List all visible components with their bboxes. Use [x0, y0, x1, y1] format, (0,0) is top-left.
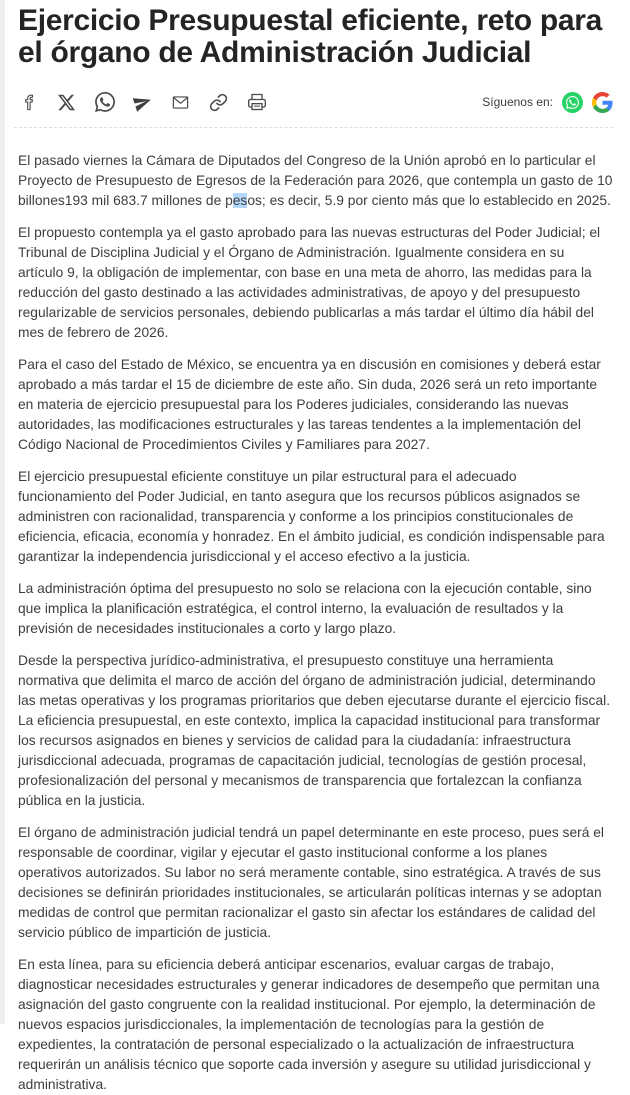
- print-icon: [247, 92, 267, 112]
- follow-label: Síguenos en:: [482, 95, 553, 109]
- telegram-icon: [133, 93, 152, 112]
- x-twitter-icon: [57, 93, 76, 112]
- paragraph-1-text: El pasado viernes la Cámara de Diputados del Congreso de la Unión aprobó en lo particular el Proyecto de Presupuesto de Egresos de la Federación para 2026, que contempla un gasto de 10 billones193 mil 683.7 millones de p: [18, 153, 613, 208]
- share-x-twitter-button[interactable]: [56, 91, 77, 113]
- paragraph-8: En esta línea, para su eficiencia deberá anticipar escenarios, evaluar cargas de trabajo, diagnosticar necesidades estructurales y generar indicadores de desempeño que permitan una asignación del gasto congruente con la realidad institucional. Por ejemplo, la determinación de nuevos espacios jurisdiccionales, la implementación de tecnologías para la gestión de expedientes, la contratación de personal especializado o la actualización de infraestructura requerirán un análisis técnico que soporte cada inversión y asegure su utilidad jurisdiccional y administrativa.: [18, 957, 600, 1092]
- share-icons-group: [18, 91, 267, 113]
- share-bar: [18, 90, 613, 114]
- page-title-line1: Ejercicio Presupuestal eficiente, reto para: [18, 4, 603, 37]
- share-whatsapp-button[interactable]: [94, 91, 115, 113]
- email-icon: [170, 93, 191, 112]
- share-copy-link-button[interactable]: [208, 91, 229, 113]
- share-facebook-button[interactable]: [18, 91, 39, 113]
- text-selection: es: [232, 193, 248, 208]
- follow-google-news-button[interactable]: [592, 91, 613, 113]
- paragraph-2: El propuesto contempla ya el gasto aprobado para las nuevas estructuras del Poder Judicial; el Tribunal de Disciplina Judicial y el Órgano de Administración. Igualmente considera en su artículo 9, la obligación de implementar, con base en una meta de ahorro, las medidas para la reducción del gasto destinado a las actividades administrativas, de apoyo y del presupuesto regularizable de servicios personales, debiendo publicarlas a más tardar el último día hábil del mes de febrero de 2026.: [18, 225, 601, 340]
- google-icon: [592, 92, 613, 113]
- link-icon: [209, 93, 228, 112]
- paragraph-7: El órgano de administración judicial tendrá un papel determinante en este proceso, pues será el responsable de coordinar, vigilar y ejecutar el gasto institucional conforme a los planes operativos autorizados. Su labor no será meramente contable, sino estratégica. A través de sus decisiones se definirán prioridades institucionales, se articularán políticas internas y se adoptan medidas de control que permitan racionalizar el gasto sin afectar los estándares de calidad del servicio público de impartición de justicia.: [18, 825, 604, 940]
- follow-section: [482, 91, 613, 113]
- page-title-line2: el órgano de Administración Judicial: [18, 36, 532, 69]
- facebook-icon: [19, 93, 38, 112]
- paragraph-1: [18, 151, 613, 211]
- paragraph-5: La administración óptima del presupuesto no solo se relaciona con la ejecución contable, sino que implica la planificación estratégica, el control interno, la evaluación de resultados y la previsión de necesidades institucionales a corto y largo plazo.: [18, 581, 592, 636]
- page-left-gutter: [0, 0, 5, 1024]
- paragraph-6: Desde la perspectiva jurídico-administrativa, el presupuesto constituye una herramienta normativa que delimita el marco de acción del órgano de administración judicial, determinando las metas operativas y los programas prioritarios que deben ejecutarse durante el ejercicio fiscal. La eficiencia presupuestal, en este contexto, implica la capacidad institucional para transformar los recursos asignados en bienes y servicios de calidad para la ciudadanía: infraestructura jurisdiccional adecuada, programas de capacitación judicial, tecnologías de gestión procesal, profesionalización del personal y mecanismos de transparencia que fortalezcan la confianza pública en la justicia.: [18, 653, 611, 808]
- paragraph-3: Para el caso del Estado de México, se encuentra ya en discusión en comisiones y deberá estar aprobado a más tardar el 15 de diciembre de este año. Sin duda, 2026 será un reto importante en materia de ejercicio presupuestal para los Poderes judiciales, considerando las nuevas autoridades, las modificaciones estructurales y las tareas tendentes a la implementación del Código Nacional de Procedimientos Civiles y Familiares para 2027.: [18, 357, 601, 452]
- share-print-button[interactable]: [246, 91, 267, 113]
- whatsapp-icon: [95, 92, 115, 112]
- share-email-button[interactable]: [170, 91, 191, 113]
- paragraph-1-text-after: os; es decir, 5.9 por ciento más que lo establecido en 2025.: [247, 193, 611, 208]
- whatsapp-channel-icon: [562, 92, 583, 113]
- follow-whatsapp-button[interactable]: [562, 91, 583, 113]
- share-telegram-button[interactable]: [132, 91, 153, 113]
- paragraph-4: El ejercicio presupuestal eficiente constituye un pilar estructural para el adecuado funcionamiento del Poder Judicial, en tanto asegura que los recursos públicos asignados se administren con racionalidad, transparencia y conforme a los principios constitucionales de eficiencia, eficacia, economía y honradez. En el ámbito judicial, es condición indispensable para garantizar la independencia jurisdiccional y el acceso efectivo a la justicia.: [18, 469, 605, 564]
- article-container: [18, 0, 613, 1095]
- page-title: [18, 5, 613, 69]
- divider: [14, 127, 613, 128]
- article-body: [18, 151, 613, 1095]
